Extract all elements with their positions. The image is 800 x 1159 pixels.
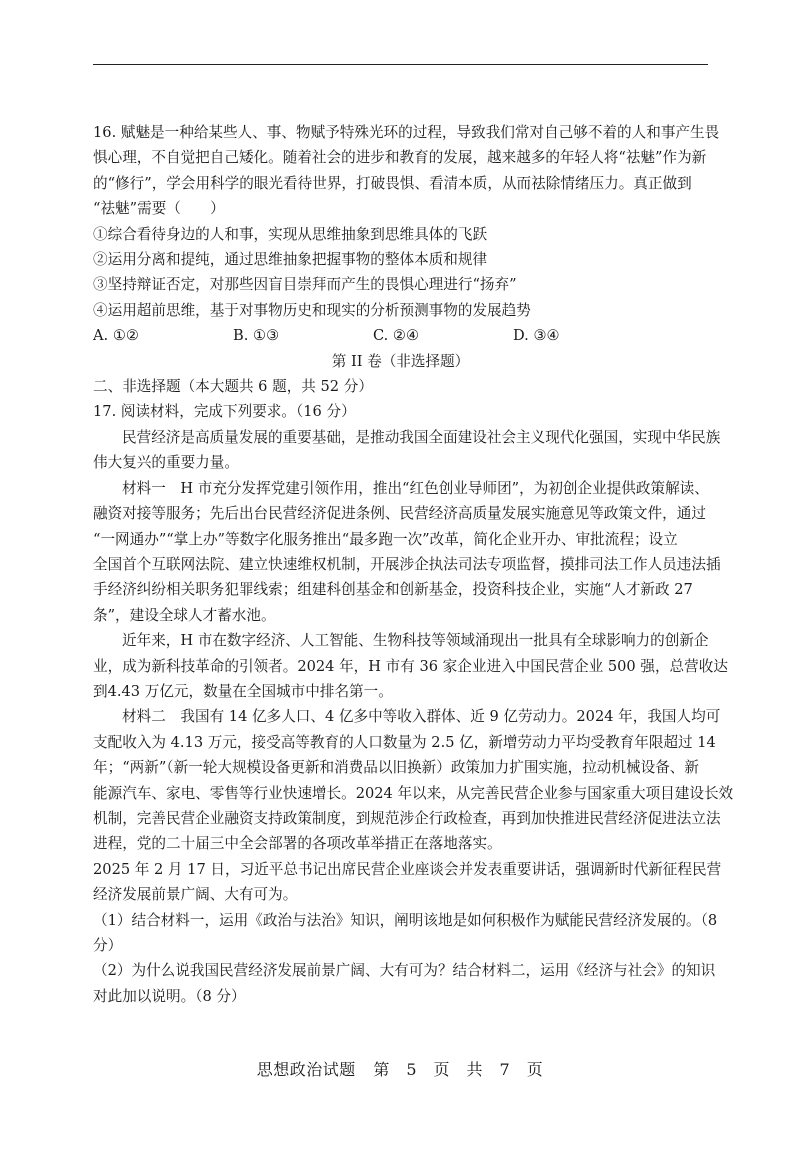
q16-stem-line: 的“修行”，学会用科学的眼光看待世界，打破畏惧、看清本质，从而祛除情绪压力。真正做到 xyxy=(93,174,692,192)
q16-stem-line: 16. 赋魅是一种给某些人、事、物赋予特殊光环的过程，导致我们常对自己够不着的人和事产生畏 xyxy=(93,124,720,141)
material-1-line: 材料一 H 市充分发挥党建引领作用，推出“红色创业导师团”，为初创企业提供政策解读、 xyxy=(122,479,709,497)
material-1-line: 手经济纠纷相关职务犯罪线索；组建科创基金和创新基金，投资科技企业，实施“人才新政 27 xyxy=(93,581,693,599)
section-heading: 二、非选择题（本大题共 6 题，共 52 分） xyxy=(93,378,373,396)
news-line: 经济发展前景广阔、大有可为。 xyxy=(93,886,298,904)
q16-item: ②运用分离和提纯，通过思维抽象把握事物的整体本质和规律 xyxy=(93,251,488,269)
page-footer xyxy=(0,1057,800,1080)
material-1b-line: 到4.43 万亿元，数量在全国城市中排名第一。 xyxy=(93,682,393,700)
q17-intro-line: 伟大复兴的重要力量。 xyxy=(93,454,239,472)
material-1-line: 条”，建设全球人才蓄水池。 xyxy=(93,606,276,624)
q16-options xyxy=(93,323,708,348)
q17-heading: 17. 阅读材料，完成下列要求。（16 分） xyxy=(93,403,356,421)
material-1b-line: 业，成为新科技革命的引领者。2024 年，H 市有 36 家企业进入中国民营企业 500 强，总营收达 xyxy=(93,657,728,675)
option-d: D. ③④ xyxy=(513,327,560,345)
material-2-line: 机制，完善民营企业融资支持政策制度，到规范涉企行政检查，再到加快推进民营经济促进法立法 xyxy=(93,809,721,827)
q16-stem-line: 惧心理，不自觉把自己矮化。随着社会的进步和教育的发展，越来越多的年轻人将“祛魅”作为新 xyxy=(93,149,707,167)
sub-question-1-cont: 分） xyxy=(93,937,123,954)
option-a: A. ①② xyxy=(93,327,139,345)
footer-subject: 思想政治试题 xyxy=(256,1060,356,1079)
material-2-line: 年；“两新”（新一轮大规模设备更新和消费品以旧换新）政策加力扩围实施，拉动机械设备、新 xyxy=(93,759,699,777)
q17-intro-line: 民营经济是高质量发展的重要基础，是推动我国全面建设社会主义现代化强国，实现中华民族 xyxy=(122,428,721,446)
option-b: B. ①③ xyxy=(233,327,280,345)
material-1b-line: 近年来，H 市在数字经济、人工智能、生物科技等领域涌现出一批具有全球影响力的创新企 xyxy=(122,632,709,650)
q16-item: ④运用超前思维，基于对事物历史和现实的分析预测事物的发展趋势 xyxy=(93,301,531,319)
news-line: 2025 年 2 月 17 日，习近平总书记出席民营企业座谈会并发表重要讲话，强调新时代新征程民营 xyxy=(93,860,722,878)
q16-item: ③坚持辩证否定，对那些因盲目崇拜而产生的畏惧心理进行“扬弃” xyxy=(93,276,517,294)
page-content xyxy=(93,120,734,1009)
question-16 xyxy=(93,120,720,349)
sub-question-2-cont: 对此加以说明。（8 分） xyxy=(93,987,246,1005)
header-rule xyxy=(93,64,708,65)
question-17 xyxy=(93,399,734,1009)
material-2-line: 支配收入为 4.13 万元，接受高等教育的人口数量为 2.5 亿，新增劳动力平均受教育年限超过 14 xyxy=(93,733,716,751)
q16-item: ①综合看待身边的人和事，实现从思维抽象到思维具体的飞跃 xyxy=(93,225,488,243)
sub-question-1: （1）结合材料一，运用《政治与法治》知识，阐明该地是如何积极作为赋能民营经济发展的。（8 xyxy=(93,911,718,929)
material-2-line: 进程，党的二十届三中全会部署的各项改革举措正在落地落实。 xyxy=(93,835,502,853)
sub-question-2: （2）为什么说我国民营经济发展前景广阔、大有可为？结合材料二，运用《经济与社会》的知识 xyxy=(93,962,716,980)
material-1-line: 融资对接等服务；先后出台民营经济促进条例、民营经济高质量发展实施意见等政策文件，通过 xyxy=(93,505,706,523)
option-c: C. ②④ xyxy=(373,327,420,345)
material-2-line: 材料二 我国有 14 亿多人口、4 亿多中等收入群体、近 9 亿劳动力。2024 年，我国人均可 xyxy=(122,708,721,726)
material-1-line: 全国首个互联网法院、建立快速维权机制，开展涉企执法司法专项监督，摸排司法工作人员违法插 xyxy=(93,555,721,573)
q16-stem-line: “祛魅”需要（ ） xyxy=(93,200,225,218)
material-1-line: “一网通办”“掌上办”等数字化服务推出“最多跑一次”改革，简化企业开办、审批流程；设立 xyxy=(93,530,678,548)
footer-page-info: 第 5 页 共 7 页 xyxy=(373,1060,544,1079)
part-2-title: 第 II 卷（非选择题） xyxy=(331,352,470,370)
material-2-line: 能源汽车、家电、零售等行业快速增长。2024 年以来，从完善民营企业参与国家重大项目建设长效 xyxy=(93,784,734,802)
